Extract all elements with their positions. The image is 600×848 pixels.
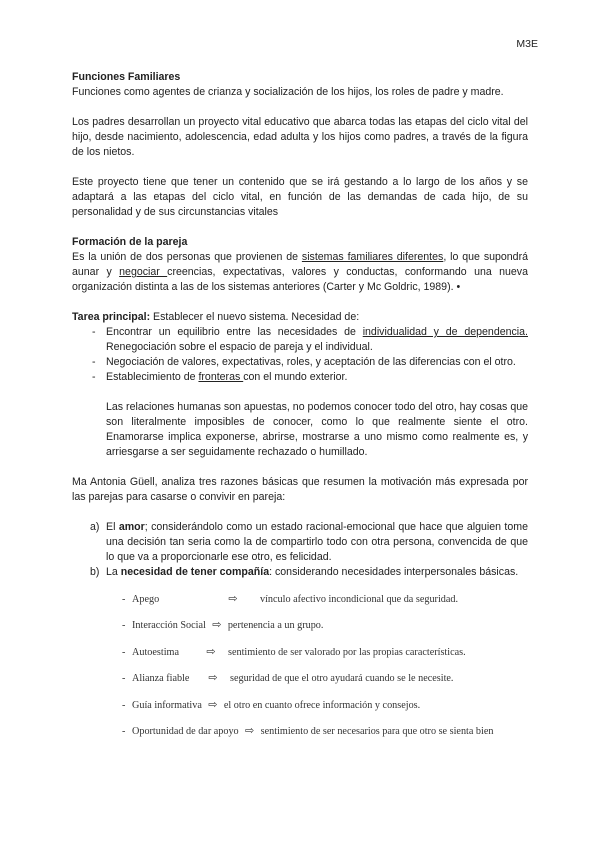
paragraph: Ma Antonia Güell, analiza tres razones básicas que resumen la motivación más expresada por las parejas para casarse o convivir en pareja: [72, 476, 528, 503]
paragraph: Es la unión de dos personas que provienen de sistemas familiares diferentes, lo que supondrá aunar y negociar creencias, expectativas, valores y conductas, conformando una nueva organización distinta a las de los sistemas anteriores (Carter y Mc Goldric, 1989). • [72, 251, 528, 293]
list-item: - Negociación de valores, expectativas, roles, y aceptación de las diferencias con el otro. [92, 356, 516, 368]
arrow-right-icon: ⇨ [228, 592, 238, 605]
paragraph: Funciones como agentes de crianza y socialización de los hijos, los roles de padre y madre. [72, 86, 504, 98]
arrow-right-icon: ⇨ [245, 725, 255, 738]
document-body [72, 70, 528, 745]
reasons-list [72, 520, 528, 580]
needs-image-list [122, 586, 528, 745]
list-item: - Establecimiento de fronteras con el mundo exterior. [92, 371, 348, 383]
paragraph: Los padres desarrollan un proyecto vital educativo que abarca todas las etapas del ciclo vital del hijo, desde nacimiento, adolescencia, edad adulta y los hijos como padres, a través de la figura de los nietos. [72, 116, 528, 158]
needs-row: - Autoestima ⇨ sentimiento de ser valorado por las propias características. [122, 645, 466, 658]
needs-row: - Apego ⇨ vínculo afectivo incondicional que da seguridad. [122, 592, 459, 605]
page-header-code: M3E [516, 38, 538, 50]
needs-row: - Interacción Social ⇨ pertenencia a un grupo. [122, 619, 324, 632]
needs-row: - Alianza fiable ⇨ seguridad de que el otro ayudará cuando se le necesite. [122, 672, 454, 685]
paragraph: Este proyecto tiene que tener un contenido que se irá gestando a lo largo de los años y se adaptará a las etapas del ciclo vital, en función de las demandas de cada hijo, de su personalidad y de sus circunstancias vitales [72, 176, 528, 218]
needs-row: - Guía informativa ⇨ el otro en cuanto ofrece información y consejos. [122, 698, 421, 711]
tarea-list [72, 325, 528, 385]
paragraph: Las relaciones humanas son apuestas, no podemos conocer todo del otro, hay cosas que son literalmente imposibles de conocer, como lo que realmente siente el otro. Enamorarse implica exponerse, abrirse, mostrarse a uno mismo como realmente es, y arriesgarse a ser seguidamente rechazado o humillado. [106, 401, 528, 458]
heading-formacion-pareja: Formación de la pareja [72, 236, 188, 248]
arrow-right-icon: ⇨ [208, 672, 218, 685]
arrow-right-icon: ⇨ [212, 619, 222, 632]
tarea-principal: Tarea principal: Establecer el nuevo sistema. Necesidad de: [72, 311, 360, 323]
arrow-right-icon: ⇨ [208, 698, 218, 711]
needs-row: - Oportunidad de dar apoyo ⇨ sentimiento de ser necesarios para que otro se sienta bien [122, 725, 494, 738]
heading-funciones-familiares: Funciones Familiares [72, 71, 181, 83]
list-item: a) El amor; considerándolo como un estado racional-emocional que hace que alguien tome una decisión tan seria como la de compartirlo todo con otra persona, convencida de que lo que va a proporcionarle ese otro, es felicidad. [90, 521, 528, 563]
list-item: b) La necesidad de tener compañía: considerando necesidades interpersonales básicas. [90, 566, 519, 578]
list-item: - Encontrar un equilibrio entre las necesidades de individualidad y de dependencia. Renegociación sobre el espacio de pareja y el individual. [92, 326, 528, 353]
arrow-right-icon: ⇨ [206, 645, 216, 658]
